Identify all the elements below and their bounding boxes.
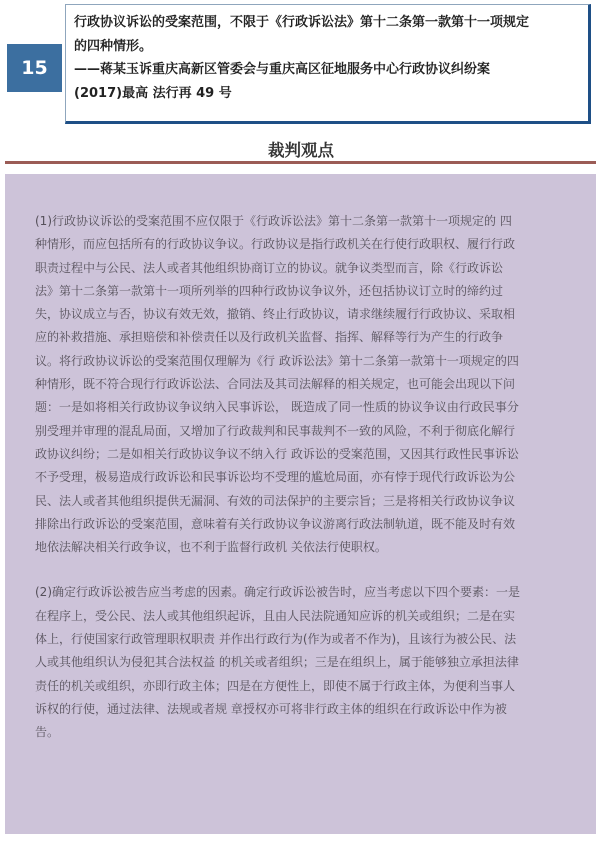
paragraph-line: 种情形，而应包括所有的行政协议争议。行政协议是指行政机关在行使行政职权、履行行政 [35,237,516,252]
paragraph-line: 民、法人或者其他组织提供无漏洞、有效的司法保护的主要宗旨；三是将相关行政协议争议 [35,493,516,508]
paragraph-line: 体上，行使国家行政管理职权职责 并作出行政行为(作为或者不作为)，且该行为被公民、法 [35,632,517,647]
paragraph-line: 职责过程中与公民、法人或者其他组织协商订立的协议。就争议类型而言，除《行政诉讼 [35,260,504,275]
paragraph-line: 诉权的行使，通过法律、法规或者规 章授权亦可将非行政主体的组织在行政诉讼中作为被 [35,701,507,716]
case-summary-line: 行政协议诉讼的受案范围，不限于《行政诉讼法》第十二条第一款第十一项规定 [74,15,530,30]
paragraph-line: 告。 [35,725,60,740]
paragraph-line: 不予受理，极易造成行政诉讼和民事诉讼均不受理的尴尬局面，亦有悖于现代行政诉讼为公 [35,470,516,485]
paragraph-line: 人或其他组织认为侵犯其合法权益 的机关或者组织；三是在组织上，属于能够独立承担法律 [35,655,519,670]
paragraph-line: (1)行政协议诉讼的受案范围不应仅限于《行政诉讼法》第十二条第一款第十一项规定的 四 [35,214,512,228]
paragraph-line: 议。将行政协议诉讼的受案范围仅理解为《行 政诉讼法》第十二条第一款第十一项规定的四 [35,353,519,368]
case-number: 15 [21,57,48,79]
paragraph-line: 政协议纠纷；二是如相关行政协议争议不纳入行 政诉讼的受案范围，又因其行政性民事诉讼 [35,446,519,461]
paragraph-line: (2)确定行政诉讼被告应当考虑的因素。确定行政诉讼被告时，应当考虑以下四个要素：一是 [35,585,521,600]
paragraph-line: 排除出行政诉讼的受案范围，意味着有关行政协议争议游离行政法制轨道，既不能及时有效 [35,516,516,531]
paragraph-line: 在程序上，受公民、法人或其他组织起诉，且由人民法院通知应诉的机关或组织；二是在实 [35,608,516,623]
section-divider [5,161,596,164]
case-title-line: ——蒋某玉诉重庆高新区管委会与重庆高区征地服务中心行政协议纠纷案 [74,62,491,77]
case-summary-line: 的四种情形。 [74,38,153,54]
case-summary-box [65,4,591,124]
paragraph-line: 失，协议成立与否，协议有效无效，撤销、终止行政协议，请求继续履行行政协议、采取相 [35,307,516,322]
paragraph-line: 责任的机关或组织，亦即行政主体；四是在方便性上，即使不属于行政主体，为便利当事人 [35,678,516,693]
paragraph-gap [35,559,596,581]
paragraph-line: 种情形，既不符合现行行政诉讼法、合同法及其司法解释的相关规定，也可能会出现以下问 [35,377,516,392]
viewpoints-panel [5,174,596,834]
viewpoint-paragraph-2 [35,581,596,744]
paragraph-line: 应的补救措施、承担赔偿和补偿责任以及行政机关监督、指挥、解释等行为产生的行政争 [35,330,504,345]
case-number-badge [7,44,62,92]
case-reference-line: (2017)最高 法行再 49 号 [74,85,232,101]
paragraph-line: 法》第十二条第一款第十一项所列举的四种行政协议争议外，还包括协议订立时的缔约过 [35,283,504,298]
viewpoint-paragraph-1 [35,210,596,559]
paragraph-line: 地依法解决相关行政争议，也不利于监督行政机 关依法行使职权。 [35,540,387,555]
paragraph-line: 别受理并审理的混乱局面，又增加了行政裁判和民事裁判不一致的风险，不利于彻底化解行 [35,423,516,438]
paragraph-line: 题：一是如将相关行政协议争议纳入民事诉讼， 既造成了同一性质的协议争议由行政民事分 [35,400,519,415]
section-title: 裁判观点 [268,141,334,160]
